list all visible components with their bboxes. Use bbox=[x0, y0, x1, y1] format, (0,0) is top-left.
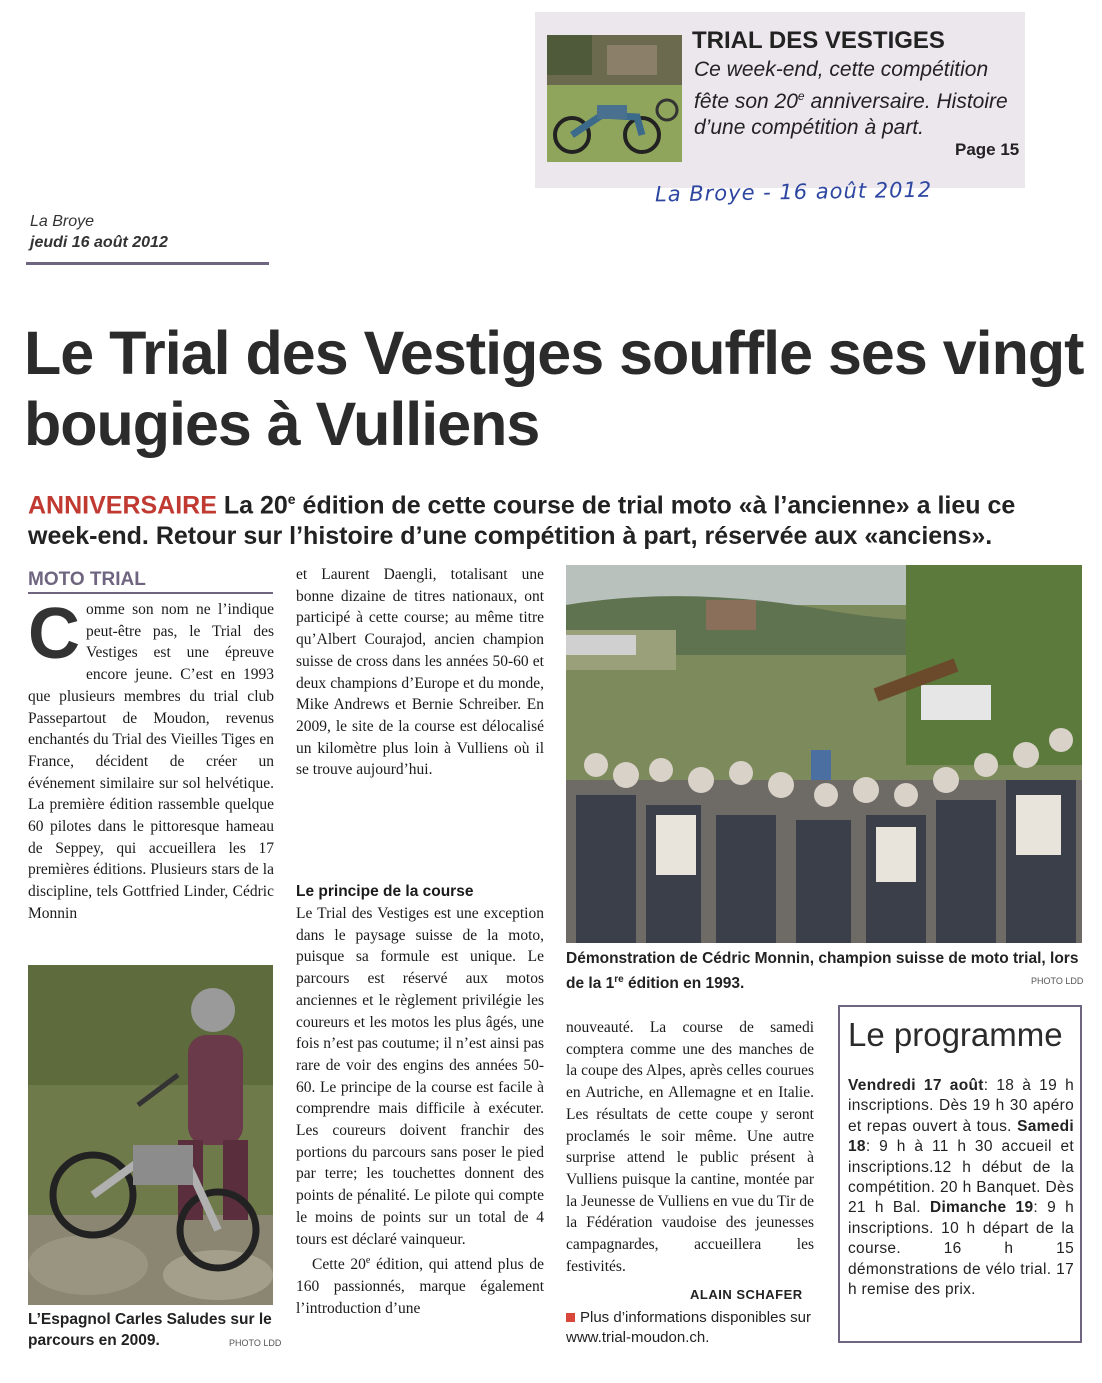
crowd-photo-caption bbox=[566, 948, 1082, 994]
crowd-photo-credit: PHOTO LDD bbox=[1031, 976, 1084, 986]
article-text: omme son nom ne l’indique peut-être pas, le Trial des Vestiges est une épreuve encore jeune. C’est en 1993 que plusieurs membres du trial club Passepartout de Moudon, revenus enchantés du Trial des Vieilles Tiges en France, décident de créer un événement similaire sur sol helvétique. La première édition rassemble quelque 60 pilotes dans le pittoresque hameau de Seppey, qui accueillera les 17 premières éditions. Plusieurs stars de la discipline, tels Gottfried Linder, Cédric Monnin bbox=[28, 601, 274, 922]
dropcap: C bbox=[28, 594, 80, 674]
teaser-text-part: anniversaire. Histoire d’une compétition à part. bbox=[694, 90, 1008, 139]
article-text: édition, qui attend plus de 160 passionnés, marque également l’introduction d’une bbox=[296, 1256, 544, 1317]
crowd-photo bbox=[566, 565, 1082, 943]
teaser-title: TRIAL DES VESTIGES bbox=[692, 27, 945, 54]
teaser-text bbox=[694, 57, 1014, 141]
article-sup: e bbox=[365, 1255, 371, 1267]
more-info bbox=[566, 1308, 816, 1348]
teaser-text-part: Ce week-end, cette compétition fête son 20 bbox=[694, 58, 989, 113]
publication-name: La Broye bbox=[30, 213, 95, 230]
programme-body bbox=[848, 1076, 1074, 1300]
programme-day-label: Samedi 18 bbox=[848, 1117, 1074, 1156]
article-column-2b bbox=[296, 882, 544, 1320]
lead-sup: e bbox=[287, 491, 296, 507]
programme-day-text: : 9 h à 11 h 30 accueil et inscriptions.12 h début de la compétition. 20 h Banquet. Dès 21 h Bal. bbox=[848, 1138, 1074, 1217]
article-paragraph: Le Trial des Vestiges est une exception dans le paysage suisse de la moto, puisque sa formule est unique. Le parcours est réservé aux motos anciennes et le règlement privilégie les coureurs et les motos les plus âgés, une fois n’est pas coutume; il n’est ainsi pas rare de voir des engins des années 50-60. Le principe de la course est facile à comprendre mais difficile à exécuter. Les coureurs doivent franchir des portions du parcours sans poser le pied par terre; les touchettes donnent des points de pénalité. Le pilote qui compte le moins de points sur un total de 4 tours est déclaré vainqueur. bbox=[296, 905, 544, 1248]
bullet-square-icon bbox=[566, 1313, 575, 1322]
lead-kicker: ANNIVERSAIRE bbox=[28, 491, 217, 520]
article-column-2a: et Laurent Daengli, totalisant une bonne dizaine de titres nationaux, ont participé à cette course; au même titre qu’Albert Courajod, ancien champion suisse de cross dans les années 50-60 et deux champions d’Europe et du monde, Mike Andrews et Bernie Schreiber. En 2009, le site de la course est délocalisé un kilomètre plus loin à Vulliens où il se trouve aujourd’hui. bbox=[296, 566, 544, 779]
article-paragraph bbox=[296, 1250, 544, 1319]
programme-day-label: Dimanche 19 bbox=[929, 1199, 1034, 1217]
byline: ALAIN SCHAFER bbox=[690, 1287, 803, 1302]
caption-sup: re bbox=[614, 974, 624, 985]
more-info-text: Plus d’informations disponibles sur www.trial-moudon.ch. bbox=[566, 1309, 811, 1346]
programme-day-text: : 9 h inscriptions. 10 h départ de la course. 16 h 15 démonstrations de vélo trial. 17 h remise des prix. bbox=[848, 1199, 1074, 1299]
lead bbox=[28, 484, 1088, 552]
rider-photo bbox=[28, 965, 273, 1305]
article-column-3: nouveauté. La course de samedi comptera comme une des manches de la coupe des Alpes, après celles courues en Autriche, en Allemagne et en Italie. Les résultats de cette coupe y seront proclamés le soir même. Une autre surprise attend le public présent à Vulliens puisque la cantine, montée par la Jeunesse de Vulliens en vue du Tir de la Fédération vaudoise des jeunesses campagnardes, accueillera les festivités. bbox=[566, 1019, 814, 1275]
rider-photo-credit: PHOTO LDD bbox=[229, 1338, 282, 1348]
programme-day-text: : 18 à 19 h inscriptions. Dès 19 h 30 apéro et repas ouvert à tous. bbox=[848, 1077, 1074, 1135]
programme-title: Le programme bbox=[848, 1016, 1063, 1053]
article-text: Cette 20 bbox=[312, 1256, 366, 1274]
teaser-page-ref: Page 15 bbox=[955, 140, 1020, 159]
dateline-rule bbox=[26, 262, 269, 265]
lead-text: édition de cette course de trial moto «à l’ancienne» a lieu ce week-end. Retour sur l’histoire d’une compétition à part, réservée aux «anciens». bbox=[28, 491, 1016, 551]
article-column-1 bbox=[28, 594, 274, 925]
headline: Le Trial des Vestiges souffle ses vingt bougies à Vulliens bbox=[24, 319, 1084, 458]
handwritten-note: La Broye - 16 août 2012 bbox=[654, 177, 933, 207]
publication-date: jeudi 16 août 2012 bbox=[30, 234, 168, 251]
teaser-text-sup: e bbox=[797, 89, 805, 103]
rubric: MOTO TRIAL bbox=[28, 567, 273, 594]
teaser-photo bbox=[547, 35, 682, 162]
caption-text: édition en 1993. bbox=[623, 975, 745, 993]
dateline bbox=[30, 211, 168, 253]
programme-day-label: Vendredi 17 août bbox=[848, 1077, 984, 1094]
caption-text: Démonstration de Cédric Monnin, champion suisse de moto trial, lors de la 1 bbox=[566, 950, 1079, 993]
rider-photo-caption: L’Espagnol Carles Saludes sur le parcours en 2009. bbox=[28, 1311, 272, 1349]
lead-text: La 20 bbox=[216, 491, 288, 520]
subheading: Le principe de la course bbox=[296, 883, 474, 900]
